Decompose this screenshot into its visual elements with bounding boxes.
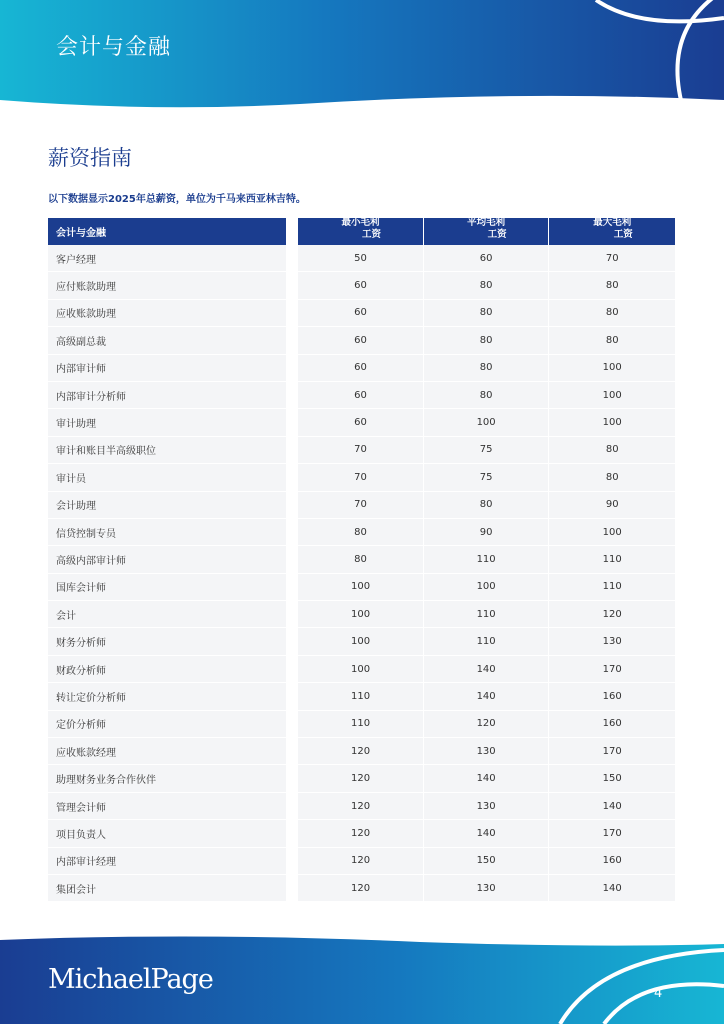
- min-salary-cell: 60: [298, 355, 423, 382]
- column-header-avg-line1: 平均毛利: [467, 218, 506, 228]
- min-salary-cell: 60: [298, 409, 423, 436]
- row-spacer: [286, 656, 298, 683]
- row-spacer: [286, 875, 298, 902]
- max-salary-cell: 140: [549, 875, 675, 902]
- role-cell: 应付账款助理: [48, 272, 286, 299]
- min-salary-cell: 120: [298, 793, 423, 820]
- min-salary-cell: 120: [298, 765, 423, 792]
- avg-salary-cell: 90: [424, 519, 549, 546]
- page-number: 4: [654, 986, 663, 1001]
- column-header-max-line1: 最大毛利: [593, 218, 632, 228]
- avg-salary-cell: 80: [424, 382, 549, 409]
- max-salary-cell: 130: [549, 628, 675, 655]
- max-salary-cell: 80: [549, 327, 675, 354]
- column-header-role: 会计与金融: [48, 218, 286, 245]
- role-cell: 高级副总裁: [48, 327, 286, 354]
- row-spacer: [286, 409, 298, 436]
- page-title: 薪资指南: [48, 146, 132, 170]
- min-salary-cell: 60: [298, 327, 423, 354]
- max-salary-cell: 80: [549, 464, 675, 491]
- row-spacer: [286, 245, 298, 272]
- table-row: [48, 656, 675, 683]
- row-spacer: [286, 355, 298, 382]
- table-row: [48, 245, 675, 272]
- avg-salary-cell: 110: [424, 628, 549, 655]
- table-row: [48, 820, 675, 847]
- role-cell: 应收账款经理: [48, 738, 286, 765]
- max-salary-cell: 160: [549, 683, 675, 710]
- column-header-max: [549, 218, 675, 245]
- role-cell: 项目负责人: [48, 820, 286, 847]
- table-row: [48, 683, 675, 710]
- table-row: [48, 848, 675, 875]
- row-spacer: [286, 382, 298, 409]
- column-header-min: [298, 218, 423, 245]
- avg-salary-cell: 100: [424, 409, 549, 436]
- min-salary-cell: 80: [298, 546, 423, 573]
- avg-salary-cell: 80: [424, 492, 549, 519]
- role-cell: 转让定价分析师: [48, 683, 286, 710]
- avg-salary-cell: 110: [424, 601, 549, 628]
- page-subtitle: 以下数据显示2025年总薪资，单位为千马来西亚林吉特。: [48, 194, 306, 205]
- max-salary-cell: 100: [549, 382, 675, 409]
- table-row: [48, 738, 675, 765]
- max-salary-cell: 80: [549, 437, 675, 464]
- max-salary-cell: 120: [549, 601, 675, 628]
- role-cell: 内部审计分析师: [48, 382, 286, 409]
- min-salary-cell: 60: [298, 272, 423, 299]
- avg-salary-cell: 140: [424, 656, 549, 683]
- max-salary-cell: 170: [549, 738, 675, 765]
- table-row: [48, 327, 675, 354]
- min-salary-cell: 60: [298, 300, 423, 327]
- role-cell: 内部审计经理: [48, 848, 286, 875]
- max-salary-cell: 140: [549, 793, 675, 820]
- table-row: [48, 601, 675, 628]
- min-salary-cell: 80: [298, 519, 423, 546]
- role-cell: 管理会计师: [48, 793, 286, 820]
- avg-salary-cell: 130: [424, 738, 549, 765]
- role-cell: 定价分析师: [48, 711, 286, 738]
- avg-salary-cell: 80: [424, 300, 549, 327]
- max-salary-cell: 170: [549, 656, 675, 683]
- min-salary-cell: 120: [298, 848, 423, 875]
- avg-salary-cell: 80: [424, 355, 549, 382]
- role-cell: 会计助理: [48, 492, 286, 519]
- table-row: [48, 382, 675, 409]
- column-header-min-line2: 工资: [362, 229, 382, 240]
- michael-page-logo: MichaelPage: [48, 964, 213, 995]
- table-row: [48, 711, 675, 738]
- min-salary-cell: 120: [298, 875, 423, 902]
- max-salary-cell: 170: [549, 820, 675, 847]
- max-salary-cell: 110: [549, 574, 675, 601]
- role-cell: 会计: [48, 601, 286, 628]
- row-spacer: [286, 437, 298, 464]
- column-header-avg-line2: 工资: [487, 229, 507, 240]
- max-salary-cell: 80: [549, 300, 675, 327]
- avg-salary-cell: 140: [424, 683, 549, 710]
- max-salary-cell: 150: [549, 765, 675, 792]
- min-salary-cell: 110: [298, 683, 423, 710]
- row-spacer: [286, 793, 298, 820]
- avg-salary-cell: 130: [424, 793, 549, 820]
- row-spacer: [286, 738, 298, 765]
- avg-salary-cell: 150: [424, 848, 549, 875]
- min-salary-cell: 100: [298, 574, 423, 601]
- role-cell: 财务分析师: [48, 628, 286, 655]
- role-cell: 审计助理: [48, 409, 286, 436]
- table-row: [48, 492, 675, 519]
- min-salary-cell: 70: [298, 437, 423, 464]
- max-salary-cell: 100: [549, 355, 675, 382]
- header-banner: [0, 0, 724, 112]
- row-spacer: [286, 628, 298, 655]
- min-salary-cell: 120: [298, 738, 423, 765]
- table-row: [48, 409, 675, 436]
- salary-table: [48, 218, 675, 902]
- min-salary-cell: 70: [298, 492, 423, 519]
- min-salary-cell: 100: [298, 656, 423, 683]
- table-row: [48, 519, 675, 546]
- max-salary-cell: 160: [549, 711, 675, 738]
- row-spacer: [286, 574, 298, 601]
- role-cell: 信贷控制专员: [48, 519, 286, 546]
- row-spacer: [286, 464, 298, 491]
- table-header: [48, 218, 675, 245]
- avg-salary-cell: 110: [424, 546, 549, 573]
- table-row: [48, 793, 675, 820]
- avg-salary-cell: 100: [424, 574, 549, 601]
- avg-salary-cell: 80: [424, 327, 549, 354]
- header-title: 会计与金融: [56, 35, 172, 60]
- avg-salary-cell: 140: [424, 765, 549, 792]
- table-row: [48, 355, 675, 382]
- max-salary-cell: 90: [549, 492, 675, 519]
- row-spacer: [286, 300, 298, 327]
- row-spacer: [286, 765, 298, 792]
- role-cell: 集团会计: [48, 875, 286, 902]
- role-cell: 应收账款助理: [48, 300, 286, 327]
- max-salary-cell: 110: [549, 546, 675, 573]
- role-cell: 审计和账目半高级职位: [48, 437, 286, 464]
- min-salary-cell: 50: [298, 245, 423, 272]
- row-spacer: [286, 546, 298, 573]
- min-salary-cell: 100: [298, 628, 423, 655]
- max-salary-cell: 80: [549, 272, 675, 299]
- role-cell: 审计员: [48, 464, 286, 491]
- avg-salary-cell: 75: [424, 437, 549, 464]
- role-cell: 国库会计师: [48, 574, 286, 601]
- row-spacer: [286, 601, 298, 628]
- min-salary-cell: 110: [298, 711, 423, 738]
- role-cell: 高级内部审计师: [48, 546, 286, 573]
- column-header-min-line1: 最小毛利: [341, 218, 380, 228]
- role-cell: 助理财务业务合作伙伴: [48, 765, 286, 792]
- header-spacer: [286, 218, 298, 245]
- avg-salary-cell: 80: [424, 272, 549, 299]
- min-salary-cell: 60: [298, 382, 423, 409]
- avg-salary-cell: 130: [424, 875, 549, 902]
- row-spacer: [286, 272, 298, 299]
- table-row: [48, 546, 675, 573]
- min-salary-cell: 100: [298, 601, 423, 628]
- row-spacer: [286, 820, 298, 847]
- max-salary-cell: 160: [549, 848, 675, 875]
- table-row: [48, 875, 675, 902]
- avg-salary-cell: 140: [424, 820, 549, 847]
- min-salary-cell: 70: [298, 464, 423, 491]
- role-cell: 内部审计师: [48, 355, 286, 382]
- table-row: [48, 300, 675, 327]
- avg-salary-cell: 60: [424, 245, 549, 272]
- role-cell: 客户经理: [48, 245, 286, 272]
- role-cell: 财政分析师: [48, 656, 286, 683]
- avg-salary-cell: 120: [424, 711, 549, 738]
- min-salary-cell: 120: [298, 820, 423, 847]
- max-salary-cell: 70: [549, 245, 675, 272]
- column-header-max-line2: 工资: [613, 229, 633, 240]
- row-spacer: [286, 519, 298, 546]
- row-spacer: [286, 683, 298, 710]
- row-spacer: [286, 848, 298, 875]
- table-row: [48, 272, 675, 299]
- avg-salary-cell: 75: [424, 464, 549, 491]
- table-row: [48, 765, 675, 792]
- row-spacer: [286, 492, 298, 519]
- row-spacer: [286, 711, 298, 738]
- max-salary-cell: 100: [549, 519, 675, 546]
- row-spacer: [286, 327, 298, 354]
- table-row: [48, 437, 675, 464]
- table-row: [48, 574, 675, 601]
- table-row: [48, 628, 675, 655]
- column-header-avg: [424, 218, 549, 245]
- table-row: [48, 464, 675, 491]
- max-salary-cell: 100: [549, 409, 675, 436]
